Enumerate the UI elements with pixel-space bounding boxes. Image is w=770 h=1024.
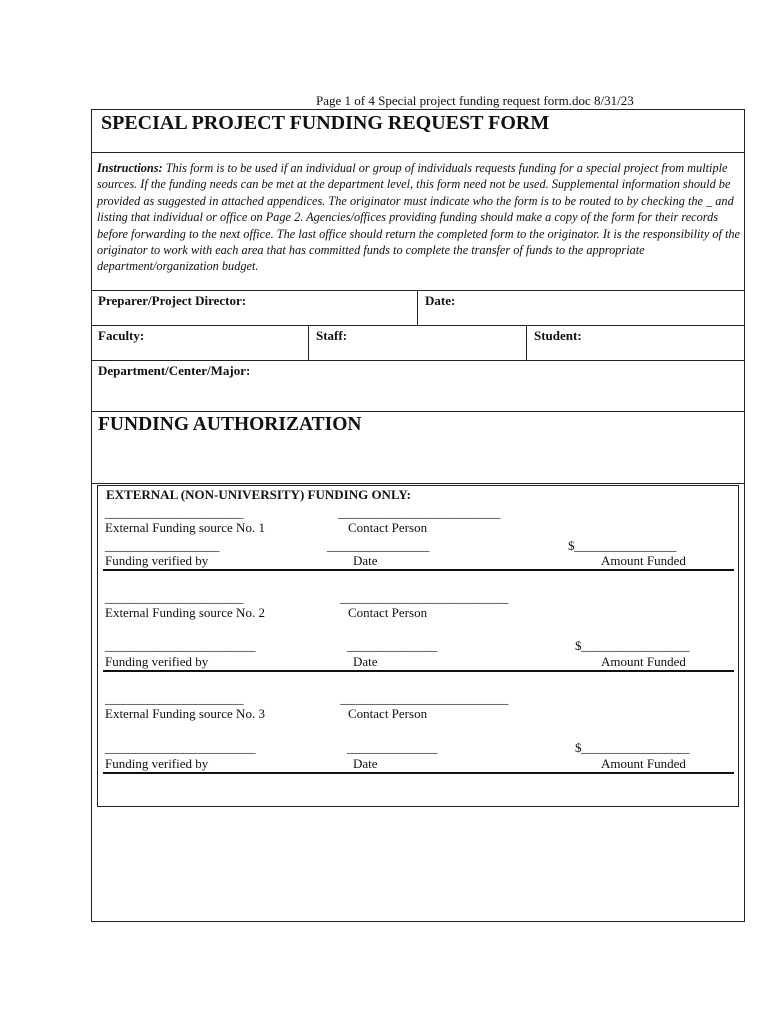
separator-rule bbox=[103, 670, 734, 672]
separator-rule bbox=[103, 569, 734, 571]
faculty-field[interactable]: Faculty: bbox=[98, 328, 145, 343]
divider bbox=[526, 325, 527, 360]
contact-3-label: Contact Person bbox=[348, 706, 428, 721]
date-3-input[interactable]: _______________ bbox=[347, 740, 437, 755]
divider bbox=[417, 290, 418, 325]
divider bbox=[91, 152, 745, 153]
verified-2-label: Funding verified by bbox=[105, 654, 209, 669]
contact-2-input[interactable]: ____________________________ bbox=[340, 590, 508, 605]
amount-1-input[interactable]: $_________________ bbox=[568, 538, 676, 553]
instructions-label: Instructions: bbox=[97, 161, 163, 175]
date-2-label: Date bbox=[353, 654, 378, 669]
verified-3-input[interactable]: _________________________ bbox=[105, 740, 255, 755]
contact-1-input[interactable]: ___________________________ bbox=[338, 505, 500, 520]
divider bbox=[91, 360, 745, 361]
date-3-label: Date bbox=[353, 756, 378, 771]
verified-2-input[interactable]: _________________________ bbox=[105, 638, 255, 653]
form-title: SPECIAL PROJECT FUNDING REQUEST FORM bbox=[101, 112, 550, 134]
contact-3-input[interactable]: ____________________________ bbox=[340, 691, 508, 706]
date-2-input[interactable]: _______________ bbox=[347, 638, 437, 653]
verified-1-label: Funding verified by bbox=[105, 553, 209, 568]
instructions-text bbox=[97, 160, 742, 275]
source-1-label: External Funding source No. 1 bbox=[105, 520, 265, 535]
separator-rule bbox=[103, 772, 734, 774]
divider bbox=[308, 325, 309, 360]
page-header: Page 1 of 4 Special project funding request form.doc 8/31/23 bbox=[316, 93, 634, 108]
preparer-field[interactable]: Preparer/Project Director: bbox=[98, 293, 247, 308]
source-2-input[interactable]: _______________________ bbox=[105, 590, 243, 605]
date-1-label: Date bbox=[353, 553, 378, 568]
verified-1-input[interactable]: ___________________ bbox=[105, 538, 219, 553]
student-field[interactable]: Student: bbox=[534, 328, 582, 343]
verified-3-label: Funding verified by bbox=[105, 756, 209, 771]
date-field[interactable]: Date: bbox=[425, 293, 456, 308]
source-3-label: External Funding source No. 3 bbox=[105, 706, 265, 721]
amount-3-input[interactable]: $__________________ bbox=[575, 740, 689, 755]
divider bbox=[91, 325, 745, 326]
divider bbox=[91, 411, 745, 412]
staff-field[interactable]: Staff: bbox=[316, 328, 348, 343]
external-funding-title: EXTERNAL (NON-UNIVERSITY) FUNDING ONLY: bbox=[106, 487, 411, 502]
amount-1-label: Amount Funded bbox=[601, 553, 686, 568]
date-1-input[interactable]: _________________ bbox=[327, 538, 429, 553]
funding-authorization-title: FUNDING AUTHORIZATION bbox=[98, 414, 362, 435]
amount-3-label: Amount Funded bbox=[601, 756, 686, 771]
amount-2-label: Amount Funded bbox=[601, 654, 686, 669]
divider bbox=[91, 483, 745, 484]
department-field[interactable]: Department/Center/Major: bbox=[98, 363, 251, 378]
source-1-input[interactable]: _______________________ bbox=[105, 505, 243, 520]
source-2-label: External Funding source No. 2 bbox=[105, 605, 265, 620]
contact-2-label: Contact Person bbox=[348, 605, 428, 620]
source-3-input[interactable]: _______________________ bbox=[105, 691, 243, 706]
contact-1-label: Contact Person bbox=[348, 520, 428, 535]
amount-2-input[interactable]: $__________________ bbox=[575, 638, 689, 653]
instructions-body: This form is to be used if an individual or group of individuals requests funding for a special project from multiple sources. If the funding needs can be met at the department level, this form need not be used. Supplemental information should be provided as suggested in attached appendices. The originator must indicate who the form is to be routed to by checking the _ and listing that individual or office on Page 2. Agencies/offices providing funding should make a copy of the form for their records before forwarding to the next office. The last office should return the completed form to the originator. It is the responsibility of the originator to work with each area that has committed funds to complete the transfer of funds to the appropriate department/organization budget. bbox=[97, 161, 741, 274]
divider bbox=[91, 290, 745, 291]
